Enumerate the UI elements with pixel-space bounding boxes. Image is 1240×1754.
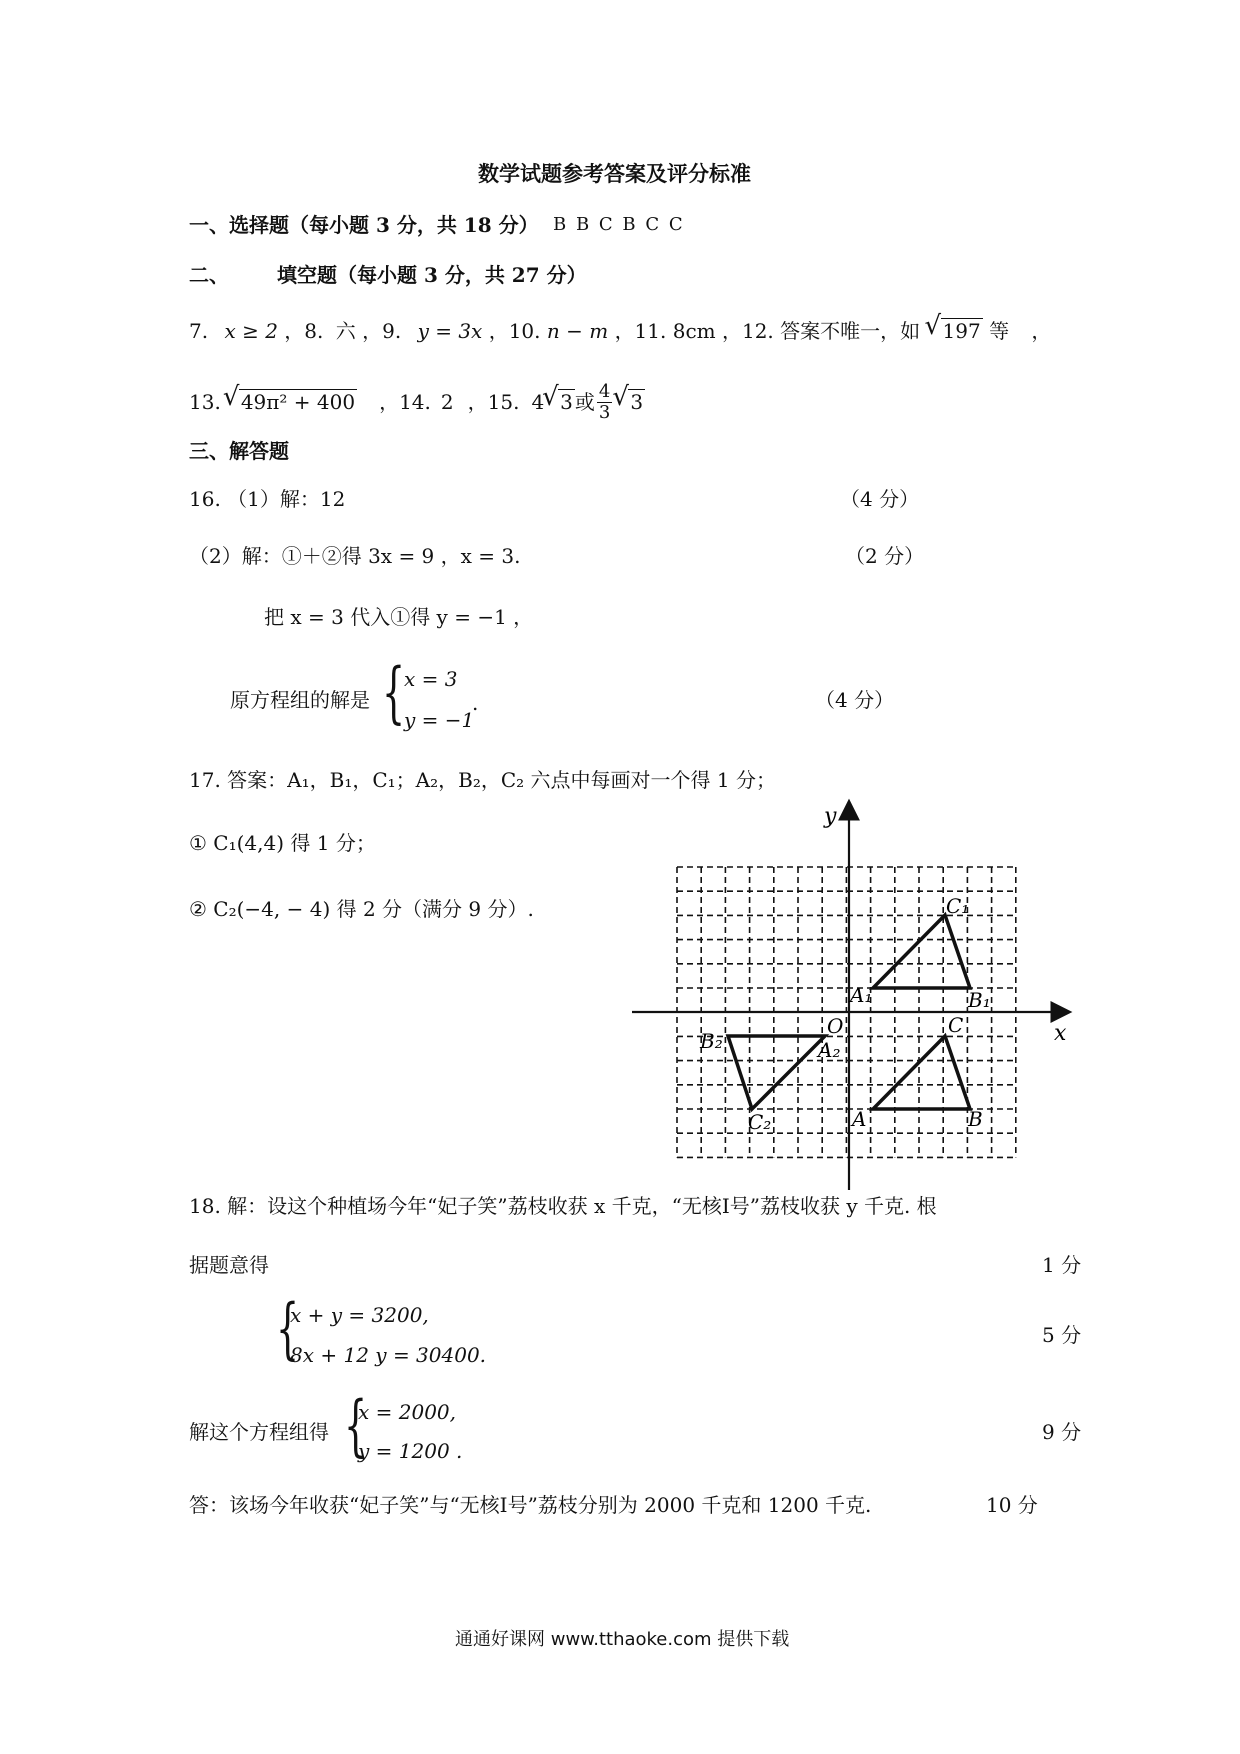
section-1-heading: 一、选择题（每小题 3 分，共 18 分）	[189, 213, 539, 237]
q17-line-3: ② C₂(−4, − 4) 得 2 分（满分 9 分）.	[189, 897, 534, 921]
q7-number: 7.	[189, 319, 209, 343]
q9-answer: y = 3x	[417, 319, 483, 343]
section-1-answers: B B C B C C	[553, 214, 685, 235]
q10-answer: n − m	[546, 319, 609, 343]
q18-solve-label: 解这个方程组得	[189, 1420, 329, 1444]
label-b1: B₁	[968, 988, 991, 1012]
label-a2: A₂	[818, 1038, 841, 1062]
q15-radical-2: √ 3	[614, 389, 645, 415]
x-axis-label: x	[1054, 1021, 1067, 1046]
q16-brace: {	[382, 654, 406, 731]
triangle-abc	[873, 1036, 970, 1109]
q16-solution-label: 原方程组的解是	[230, 688, 370, 712]
q18-score-1: 1 分	[1042, 1253, 1082, 1277]
q12-number: ，12.	[721, 319, 774, 343]
section-2-number: 二、	[189, 263, 229, 287]
q16-part2-score: （2 分）	[845, 544, 925, 568]
q18-score-2: 5 分	[1042, 1323, 1082, 1347]
footer-credit: 通通好课网 www.tthaoke.com 提供下载	[455, 1629, 790, 1650]
q18-eq-1: x + y = 3200,	[290, 1303, 429, 1327]
q12-radical: √ 197	[927, 318, 983, 344]
coordinate-graph	[620, 795, 1090, 1195]
q17-line-1: 17. 答案：A₁，B₁，C₁；A₂，B₂，C₂ 六点中每画对一个得 1 分；	[189, 768, 776, 792]
q11-number: ，11.	[614, 319, 667, 343]
label-a: A	[852, 1107, 867, 1131]
page-title: 数学试题参考答案及评分标准	[478, 161, 751, 186]
q18-score-4: 10 分	[986, 1493, 1038, 1517]
q9-number: ，9.	[362, 319, 402, 343]
y-axis-label: y	[824, 804, 837, 829]
q18-sol-2: y = 1200 .	[358, 1439, 463, 1463]
label-c2: C₂	[748, 1110, 772, 1134]
label-b: B	[968, 1107, 983, 1131]
q18-brace-2: {	[344, 1387, 368, 1464]
q15-radical-1: √ 3	[544, 389, 575, 415]
q16-period: .	[472, 691, 479, 715]
q16-part1: 16. （1）解：12	[189, 487, 346, 511]
q16-part1-score: （4 分）	[840, 487, 920, 511]
q15-number: ，15.	[467, 390, 520, 414]
q14-number: ，14.	[379, 390, 431, 414]
label-b2: B₂	[700, 1029, 723, 1053]
q16-eq-2: y = −1	[404, 708, 475, 732]
q18-sol-1: x = 2000,	[358, 1400, 457, 1424]
q16-part2: （2）解：①＋②得 3x = 9 ，x = 3.	[189, 544, 521, 568]
q16-eq-1: x = 3	[404, 667, 458, 691]
q18-score-3: 9 分	[1042, 1420, 1082, 1444]
q18-answer: 答：该场今年收获“妃子笑”与“无核Ⅰ号”荔枝分别为 2000 千克和 1200 千克.	[189, 1493, 872, 1517]
q15-fraction: $\frac{4}{3}$	[598, 380, 611, 423]
q11-answer: 8cm	[672, 319, 716, 343]
triangle-a1b1c1	[873, 915, 970, 988]
q18-brace-1: {	[276, 1290, 300, 1367]
triangle-a2b2c2	[728, 1036, 825, 1109]
q8-number: ，8.	[284, 319, 324, 343]
q16-substitute: 把 x = 3 代入①得 y = −1 ，	[264, 605, 534, 629]
label-c1: C₁	[946, 894, 970, 918]
q8-answer: 六	[335, 319, 356, 343]
q16-part3-score: （4 分）	[815, 688, 895, 712]
origin-label: O	[827, 1014, 844, 1038]
q10-number: ，10.	[488, 319, 541, 343]
q17-line-2: ① C₁(4,4) 得 1 分；	[189, 831, 376, 855]
q18-eq-2: 8x + 12 y = 30400.	[290, 1343, 487, 1367]
q15-or: 或	[574, 390, 595, 414]
q7-answer: x ≥ 2	[224, 319, 278, 343]
label-c: C	[948, 1013, 964, 1037]
q15-coef: 4	[531, 390, 545, 414]
label-a1: A₁	[850, 983, 873, 1007]
q14-answer: 2	[440, 390, 454, 414]
section-2-heading: 填空题（每小题 3 分，共 27 分）	[277, 263, 587, 287]
q13-number: 13.	[189, 390, 221, 414]
section-3-heading: 三、解答题	[189, 439, 289, 463]
q13-radical: √ 49π² + 400	[225, 389, 357, 415]
fill-line-2	[189, 378, 645, 426]
q18-line-2: 据题意得	[189, 1253, 269, 1277]
fill-line-1	[189, 318, 1051, 344]
q18-line-1: 18. 解：设这个种植场今年“妃子笑”荔枝收获 x 千克，“无核Ⅰ号”荔枝收获 y 千克. 根	[189, 1194, 937, 1218]
q12-comma: ，	[1031, 319, 1052, 343]
q12-etc: 等	[989, 319, 1010, 343]
q12-answer-text: 答案不唯一，如	[780, 319, 921, 343]
